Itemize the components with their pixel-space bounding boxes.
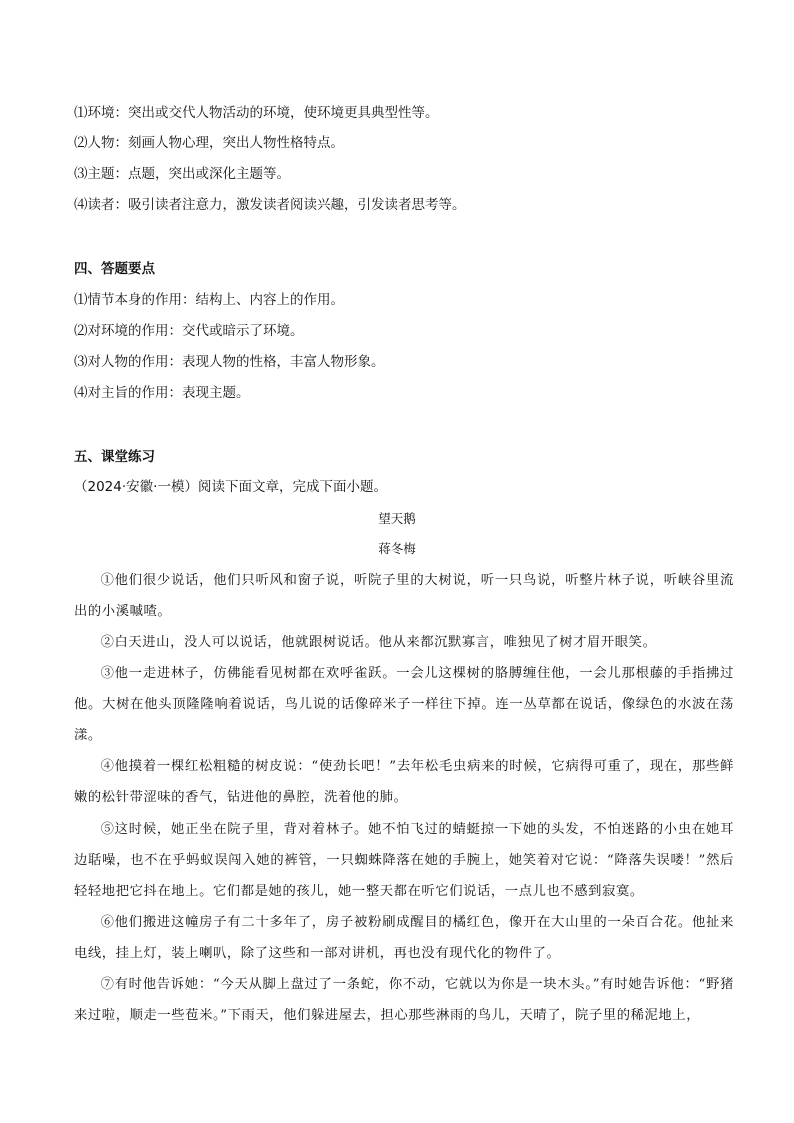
section3-item-theme: ⑶主题：点题，突出或深化主题等。: [74, 166, 290, 182]
article-paragraph-5: ⑤这时候，她正坐在院子里，背对着林子。她不怕飞过的蜻蜓掠一下她的头发，不怕迷路的小虫在她耳边聒噪，也不在乎蚂蚁误闯入她的裤管，一只蜘蛛降落在她的手腕上，她笑着对它说：“降落失误喽！”然后轻轻地把它抖在地上。它们都是她的孩儿，她一整天都在听它们说话，一点儿也不感到寂寞。: [74, 822, 734, 899]
section3-item-environment: ⑴环境：突出或交代人物活动的环境，使环境更具典型性等。: [74, 105, 439, 121]
section4-item-plot: ⑴情节本身的作用：结构上、内容上的作用。: [74, 292, 344, 308]
section4-item-character: ⑶对人物的作用：表现人物的性格，丰富人物形象。: [74, 354, 385, 370]
article-paragraph-1: ①他们很少说话，他们只听风和窗子说，听院子里的大树说，听一只鸟说，听整片林子说，听峡谷里流出的小溪嘁喳。: [74, 573, 734, 619]
article-title: 望天鹅: [378, 511, 416, 526]
section4-item-environment: ⑵对环境的作用：交代或暗示了环境。: [74, 323, 304, 339]
article-paragraph-2: ②白天进山，没人可以说话，他就跟树说话。他从来都沉默寡言，唯独见了树才眉开眼笑。: [100, 635, 657, 650]
exercise-intro: （2024·安徽·一模）阅读下面文章，完成下面小题。: [74, 479, 387, 495]
section4-heading: 四、答题要点: [74, 261, 155, 277]
section5-heading: 五、课堂练习: [74, 449, 155, 465]
section4-item-theme: ⑷对主旨的作用：表现主题。: [74, 385, 250, 401]
article-paragraph-4: ④他摸着一棵红松粗糙的树皮说：“使劲长吧！”去年松毛虫病来的时候，它病得可重了，现在，那些鲜嫩的松针带涩味的香气，钻进他的鼻腔，洗着他的肺。: [74, 759, 734, 805]
article-paragraph-6: ⑥他们搬进这幢房子有二十多年了，房子被粉刷成醒目的橘红色，像开在大山里的一朵百合花。他扯来电线，挂上灯，装上喇叭，除了这些和一部对讲机，再也没有现代化的物件了。: [74, 915, 734, 961]
article-paragraph-7: ⑦有时他告诉她：“今天从脚上盘过了一条蛇，你不动，它就以为你是一块木头。”有时她告诉他：“野猪来过啦，顺走一些苞米。”下雨天，他们躲进屋去，担心那些淋雨的鸟儿，天晴了，院子里的稀泥地上，: [74, 977, 734, 1023]
article-author: 蒋冬梅: [378, 541, 416, 556]
section3-item-reader: ⑷读者：吸引读者注意力，激发读者阅读兴趣，引发读者思考等。: [74, 197, 466, 213]
article-paragraph-3: ③他一走进林子，仿佛能看见树都在欢呼雀跃。一会儿这棵树的胳膊缠住他，一会儿那根藤的手指拂过他。大树在他头顶隆隆响着说话，鸟儿说的话像碎米子一样往下掉。连一丛草都在说话，像绿色的水波在荡漾。: [74, 666, 734, 743]
section3-item-character: ⑵人物：刻画人物心理，突出人物性格特点。: [74, 135, 344, 151]
